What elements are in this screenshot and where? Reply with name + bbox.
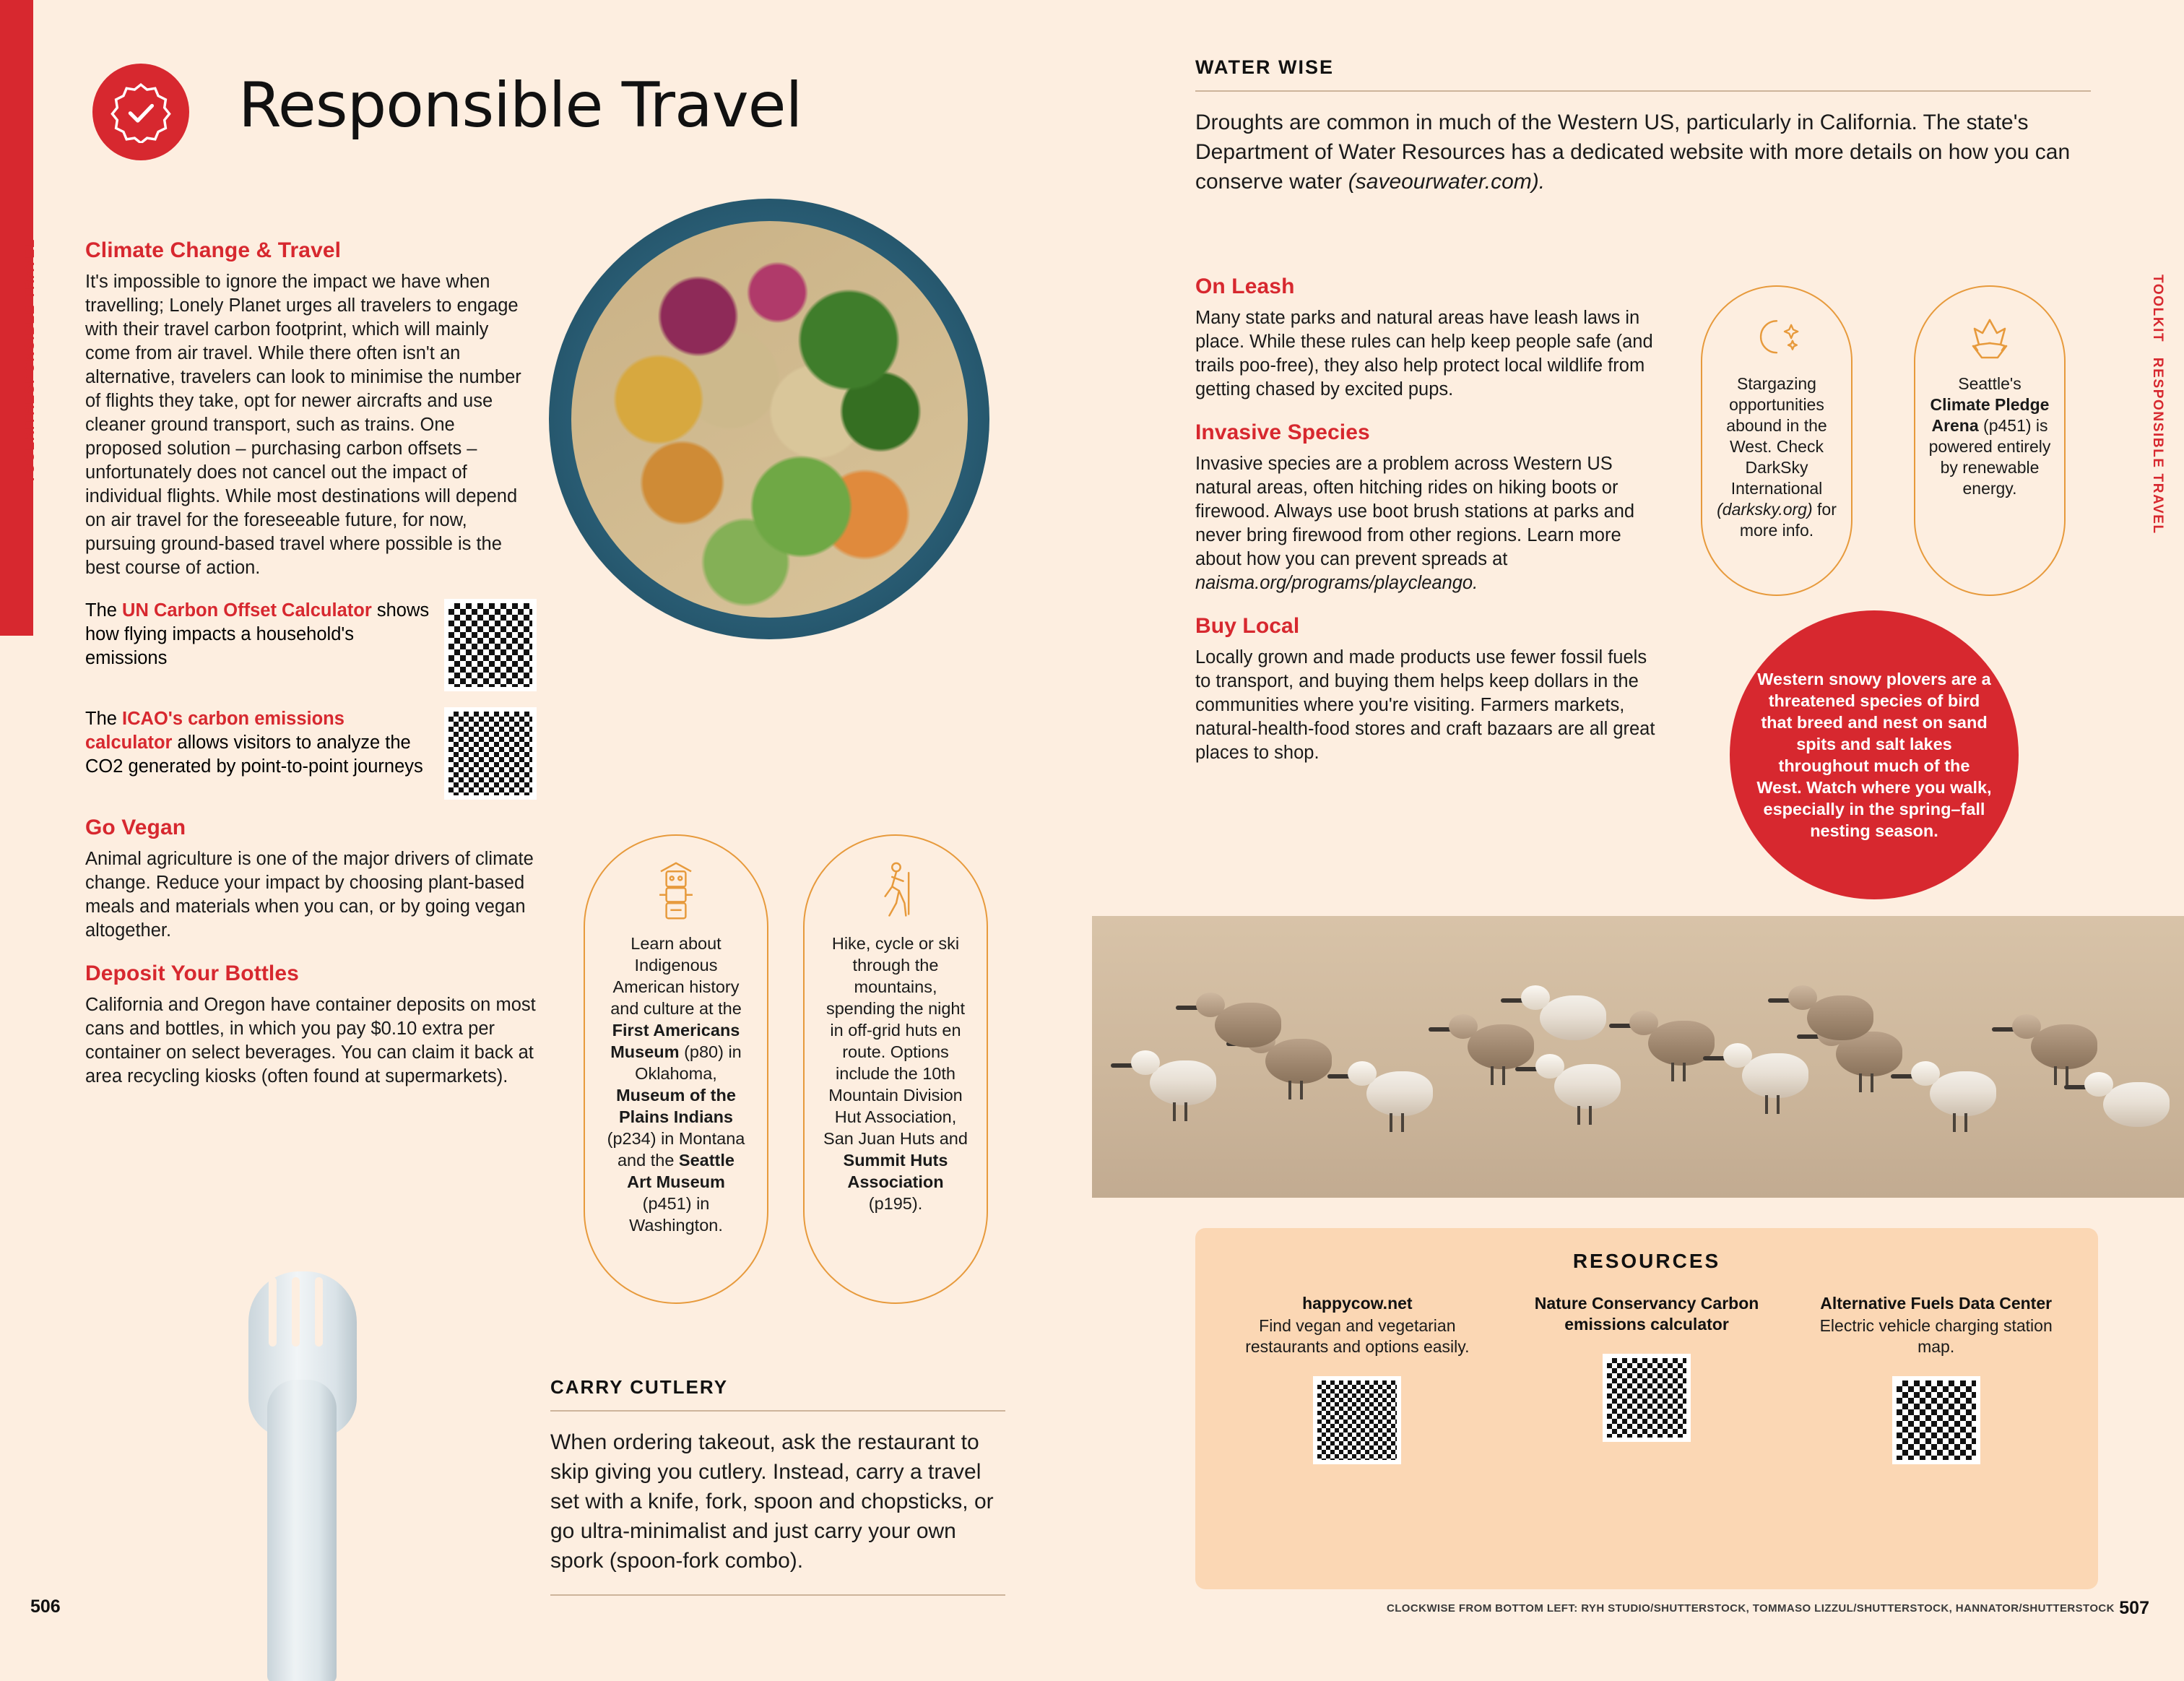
right-column [1195,275,1658,784]
section-buy-local [1195,614,1658,765]
qr-code-alternative-fuels[interactable] [1892,1376,1980,1464]
saveourwater-link[interactable]: (saveourwater.com). [1348,170,1546,194]
spine-toolkit-label: TOOLKIT [22,415,38,484]
section-heading: Invasive Species [1195,420,1370,444]
resources-panel [1195,1228,2098,1589]
moon-stars-icon [1714,316,1840,362]
qr-text-pre: The [85,600,123,621]
divider [1195,90,2091,92]
resource-desc: Find vegan and vegetarian restaurants and options easily. [1245,1316,1470,1356]
qr-item-un-calculator [85,599,537,691]
left-column [85,238,537,1107]
snowy-plover-callout [1730,610,2019,899]
section-go-vegan [85,816,537,943]
qr-link-label[interactable]: UN Carbon Offset Calculator [122,600,372,621]
water-wise-body: Droughts are common in much of the Western US, particularly in California. The state's Department of Water Resources has a dedicated website with more details on how you can conserve water (saveourwater.com). [1195,111,2071,194]
qr-item-icao-calculator [85,707,537,800]
section-heading: On Leash [1195,275,1295,298]
qr-item-text [85,599,431,670]
water-wise-heading: WATER WISE [1195,56,1334,78]
divider [550,1410,1005,1412]
qr-text-post: allows visitors to analyze the CO2 generated by point-to-point journeys [85,733,423,777]
circle-card-stargazing [1701,285,1852,596]
darksky-link[interactable]: (darksky.org) [1717,500,1813,519]
qr-code-nature-conservancy[interactable] [1603,1354,1691,1442]
check-seal-icon [92,64,189,160]
qr-text-post: shows how flying impacts a household's emissions [85,600,430,668]
qr-text-pre: The [85,709,123,729]
qr-code-un-carbon-offset-calculator[interactable] [444,599,537,691]
section-body: Many state parks and natural areas have leash laws in place. While these rules can help keep people safe (and trails poo-free), they also help protect local wildlife from getting chased by excited pups. [1195,308,1653,399]
buddha-bowl-photo [549,199,989,639]
carry-cutlery-block [550,1376,1005,1596]
section-invasive-species [1195,420,1658,595]
qr-item-text [85,707,431,779]
resource-title[interactable]: happycow.net [1302,1294,1413,1313]
carry-cutlery-heading: CARRY CUTLERY [550,1376,729,1398]
section-on-leash [1195,275,1658,402]
snowy-plover-text: Western snowy plovers are a threatened species of bird that breed and nest on sand spits and salt lakes throughout much of the West. Watch where you walk, especially in the spring–fall nesting season. [1756,670,1992,840]
sandpipers-on-beach-photo [1092,916,2184,1198]
recycle-icon [1927,316,2053,362]
resource-item-happycow [1221,1293,1494,1464]
resource-item-nature-conservancy [1511,1293,1783,1464]
pill-card-huts [803,834,988,1304]
spine-section-label-right: RESPONSIBLE TRAVEL [2150,357,2165,535]
qr-code-happycow[interactable] [1313,1376,1401,1464]
photo-credit: CLOCKWISE FROM BOTTOM LEFT: RYH STUDIO/SHUTTERSTOCK, TOMMASO LIZZUL/SHUTTERSTOCK, HANNATOR/SHUTTERSTOCK [1387,1602,2115,1615]
pill-card-text: Learn about Indigenous American history and culture at the First Americans Museum (p80) in Oklahoma, Museum of the Plains Indians (p234) in Montana and the Seattle Art Museum (p451) in Washington. [607,934,745,1235]
spine-section-label: RESPONSIBLE TRAVEL [22,238,38,415]
qr-code-icao-calculator[interactable] [444,707,537,800]
section-heading: Buy Local [1195,614,1300,638]
resources-heading: RESOURCES [1572,1250,1721,1272]
circle-card-text: Seattle's Climate Pledge Arena (p451) is powered entirely by renewable energy. [1928,374,2051,498]
section-heading: Climate Change & Travel [85,238,342,262]
carry-cutlery-body: When ordering takeout, ask the restaurant to skip giving you cutlery. Instead, carry a travel set with a knife, fork, spoon and chopsticks, or go ultra-minimalist and just carry your own spork (spoon-fork combo). [550,1430,994,1573]
resource-item-alternative-fuels [1800,1293,2072,1464]
section-climate-change [85,238,537,580]
resource-title[interactable]: Nature Conservancy Carbon emissions calculator [1534,1294,1759,1334]
section-heading: Go Vegan [85,816,186,839]
circle-card-text: Stargazing opportunities abound in the West. Check DarkSky International (darksky.org) for more info. [1717,374,1837,540]
section-deposit-bottles [85,962,537,1089]
pill-card-indigenous-museums [584,834,768,1304]
spine-labels [22,238,51,483]
resource-desc: Electric vehicle charging station map. [1819,1316,2053,1356]
naisma-link[interactable]: naisma.org/programs/playcleango. [1195,573,1478,593]
totem-pole-icon [604,860,748,922]
section-body: California and Oregon have container deposits on most cans and bottles, in which you pay $0.10 extra per container on select beverages. You can claim it back at area recycling kiosks (often found at supermarkets). [85,995,536,1086]
resource-title[interactable]: Alternative Fuels Data Center [1820,1294,2053,1313]
page-number-right: 507 [2119,1598,2149,1618]
plastic-spork-photo [217,1271,383,1676]
qr-link-label[interactable]: ICAO's carbon emissions calculator [85,709,344,753]
section-body: Animal agriculture is one of the major drivers of climate change. Reduce your impact by choosing plant-based meals and materials when you can, or by going vegan altogether. [85,849,534,941]
section-heading: Deposit Your Bottles [85,962,299,985]
section-body: It's impossible to ignore the impact we have when travelling; Lonely Planet urges all travelers to engage with their travel carbon footprint, which will mainly come from air travel. While there often isn't an alternative, travelers can look to minimise the number of flights they take, opt for newer aircrafts and use cleaner ground transport, such as trains. One proposed solution – purchasing carbon offsets – unfortunately does not cancel out the impact of individual flights. While most destinations will depend on air travel for the foreseeable future, for now, pursuing ground-based travel where possible is the best course of action. [85,272,521,578]
water-wise-block [1195,56,2091,196]
pill-card-text: Hike, cycle or ski through the mountains, spending the night in off-grid huts en route. Options include the 10th Mountain Division Hut Association, San Juan Huts and Summit Huts Association (p195). [823,934,968,1213]
hiker-icon [823,860,968,922]
page-title: Responsible Travel [238,69,802,142]
circle-card-climate-pledge-arena [1914,285,2066,596]
spine-toolkit-label-right: TOOLKIT [2150,275,2165,343]
spine-labels-right [2135,275,2165,535]
section-body: Invasive species are a problem across Western US natural areas, often hitching rides on hiking boots or firewood. Always use boot brush stations at parks and never bring firewood from other regions. Learn more about how you can prevent spreads at naisma.org/programs/playcleango. [1195,454,1635,593]
section-body: Locally grown and made products use fewer fossil fuels to transport, and buying them helps keep dollars in the communities where you're visiting. Farmers markets, natural-health-food stores and craft bazaars are all great places to shop. [1195,647,1655,763]
divider [550,1594,1005,1596]
page-number-left: 506 [30,1596,61,1617]
